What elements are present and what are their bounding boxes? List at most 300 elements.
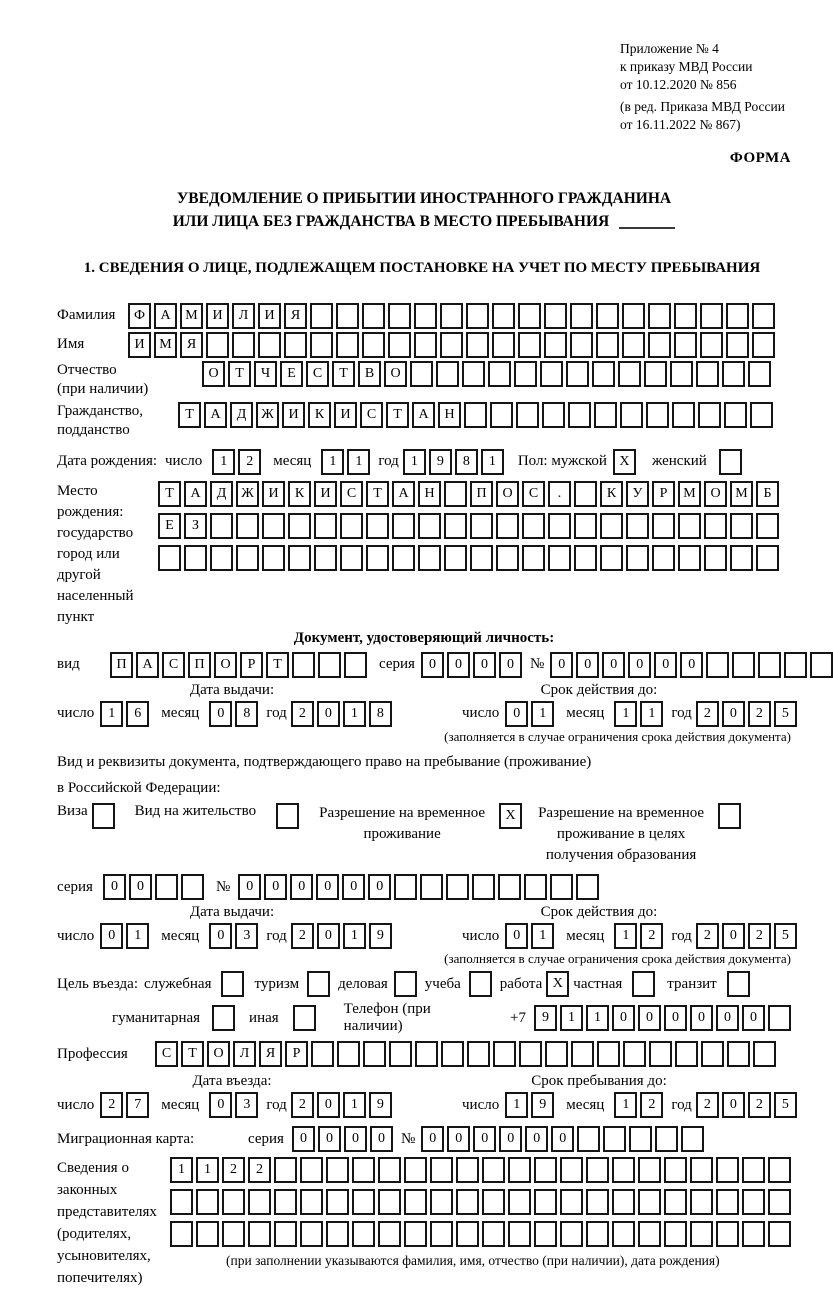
char-cell[interactable]: Е xyxy=(158,513,181,539)
char-cell[interactable] xyxy=(632,971,655,997)
char-cell[interactable] xyxy=(594,402,617,428)
char-cell[interactable] xyxy=(592,361,615,387)
char-cell[interactable] xyxy=(748,361,771,387)
char-cell[interactable]: А xyxy=(136,652,159,678)
char-cell[interactable] xyxy=(690,1221,713,1247)
char-cell[interactable]: X xyxy=(613,449,636,475)
char-cell[interactable]: И xyxy=(206,303,229,329)
char-cell[interactable]: 1 xyxy=(614,923,637,949)
char-cell[interactable] xyxy=(678,545,701,571)
char-cell[interactable]: . xyxy=(548,481,571,507)
char-cell[interactable] xyxy=(675,1041,698,1067)
char-cell[interactable] xyxy=(392,513,415,539)
char-cell[interactable] xyxy=(548,545,571,571)
char-cell[interactable]: И xyxy=(258,303,281,329)
char-cell[interactable] xyxy=(492,303,515,329)
doc-series-cells[interactable] xyxy=(421,652,522,678)
char-cell[interactable] xyxy=(524,874,547,900)
char-cell[interactable] xyxy=(388,332,411,358)
char-cell[interactable]: 0 xyxy=(421,652,444,678)
char-cell[interactable] xyxy=(462,361,485,387)
char-cell[interactable]: П xyxy=(470,481,493,507)
char-cell[interactable]: З xyxy=(184,513,207,539)
char-cell[interactable]: 1 xyxy=(343,923,366,949)
char-cell[interactable]: Я xyxy=(259,1041,282,1067)
char-cell[interactable]: С xyxy=(340,481,363,507)
char-cell[interactable] xyxy=(690,1189,713,1215)
char-cell[interactable] xyxy=(577,1126,600,1152)
char-cell[interactable] xyxy=(752,303,775,329)
char-cell[interactable] xyxy=(311,1041,334,1067)
char-cell[interactable] xyxy=(716,1157,739,1183)
char-cell[interactable] xyxy=(706,652,729,678)
char-cell[interactable] xyxy=(534,1189,557,1215)
char-cell[interactable]: Н xyxy=(438,402,461,428)
char-cell[interactable] xyxy=(629,1126,652,1152)
char-cell[interactable]: 0 xyxy=(344,1126,367,1152)
char-cell[interactable] xyxy=(414,332,437,358)
char-cell[interactable] xyxy=(612,1221,635,1247)
char-cell[interactable] xyxy=(466,332,489,358)
char-cell[interactable] xyxy=(648,303,671,329)
char-cell[interactable] xyxy=(648,332,671,358)
char-cell[interactable] xyxy=(336,303,359,329)
char-cell[interactable] xyxy=(307,971,330,997)
char-cell[interactable]: 0 xyxy=(421,1126,444,1152)
char-cell[interactable] xyxy=(612,1189,635,1215)
char-cell[interactable]: 9 xyxy=(369,1092,392,1118)
char-cell[interactable] xyxy=(724,402,747,428)
char-cell[interactable]: Д xyxy=(230,402,253,428)
char-cell[interactable]: 2 xyxy=(291,1092,314,1118)
char-cell[interactable] xyxy=(518,303,541,329)
char-cell[interactable] xyxy=(466,303,489,329)
char-cell[interactable]: 0 xyxy=(317,1092,340,1118)
char-cell[interactable] xyxy=(378,1221,401,1247)
char-cell[interactable] xyxy=(92,803,115,829)
char-cell[interactable] xyxy=(404,1221,427,1247)
char-cell[interactable] xyxy=(701,1041,724,1067)
char-cell[interactable]: 1 xyxy=(403,449,426,475)
char-cell[interactable] xyxy=(420,874,443,900)
stay-month-cells[interactable] xyxy=(614,1092,663,1118)
char-cell[interactable] xyxy=(730,513,753,539)
char-cell[interactable]: 1 xyxy=(531,923,554,949)
char-cell[interactable] xyxy=(181,874,204,900)
char-cell[interactable]: 2 xyxy=(748,1092,771,1118)
char-cell[interactable]: Д xyxy=(210,481,233,507)
char-cell[interactable] xyxy=(444,481,467,507)
char-cell[interactable] xyxy=(158,545,181,571)
char-cell[interactable]: 1 xyxy=(531,701,554,727)
char-cell[interactable] xyxy=(366,545,389,571)
char-cell[interactable] xyxy=(410,361,433,387)
char-cell[interactable] xyxy=(756,513,779,539)
char-cell[interactable]: 0 xyxy=(447,652,470,678)
char-cell[interactable]: 0 xyxy=(342,874,365,900)
char-cell[interactable] xyxy=(482,1157,505,1183)
char-cell[interactable]: 6 xyxy=(126,701,149,727)
char-cell[interactable] xyxy=(444,513,467,539)
issue-day-cells[interactable] xyxy=(100,923,149,949)
char-cell[interactable] xyxy=(378,1157,401,1183)
char-cell[interactable]: О xyxy=(496,481,519,507)
purpose-tourism-checkbox[interactable] xyxy=(307,971,330,997)
char-cell[interactable] xyxy=(482,1221,505,1247)
char-cell[interactable]: 5 xyxy=(774,923,797,949)
char-cell[interactable]: С xyxy=(360,402,383,428)
char-cell[interactable]: 1 xyxy=(505,1092,528,1118)
char-cell[interactable] xyxy=(545,1041,568,1067)
char-cell[interactable] xyxy=(612,1157,635,1183)
char-cell[interactable] xyxy=(742,1157,765,1183)
char-cell[interactable] xyxy=(170,1221,193,1247)
char-cell[interactable]: 2 xyxy=(100,1092,123,1118)
char-cell[interactable]: 0 xyxy=(638,1005,661,1031)
char-cell[interactable] xyxy=(210,545,233,571)
char-cell[interactable] xyxy=(469,971,492,997)
char-cell[interactable]: 2 xyxy=(248,1157,271,1183)
char-cell[interactable] xyxy=(344,652,367,678)
purpose-private-checkbox[interactable] xyxy=(632,971,655,997)
char-cell[interactable] xyxy=(456,1189,479,1215)
char-cell[interactable] xyxy=(730,545,753,571)
char-cell[interactable] xyxy=(652,545,675,571)
char-cell[interactable]: А xyxy=(184,481,207,507)
char-cell[interactable] xyxy=(310,332,333,358)
char-cell[interactable]: И xyxy=(334,402,357,428)
char-cell[interactable]: 0 xyxy=(722,701,745,727)
phone-cells[interactable] xyxy=(534,1005,791,1031)
char-cell[interactable] xyxy=(196,1221,219,1247)
char-cell[interactable]: X xyxy=(546,971,569,997)
char-cell[interactable] xyxy=(300,1157,323,1183)
char-cell[interactable] xyxy=(652,513,675,539)
char-cell[interactable]: 0 xyxy=(722,923,745,949)
char-cell[interactable] xyxy=(222,1189,245,1215)
char-cell[interactable] xyxy=(750,402,773,428)
stay-day-cells[interactable] xyxy=(505,1092,554,1118)
char-cell[interactable]: 1 xyxy=(614,1092,637,1118)
char-cell[interactable] xyxy=(258,332,281,358)
char-cell[interactable] xyxy=(698,402,721,428)
char-cell[interactable] xyxy=(404,1157,427,1183)
char-cell[interactable] xyxy=(508,1157,531,1183)
char-cell[interactable]: А xyxy=(412,402,435,428)
char-cell[interactable] xyxy=(719,449,742,475)
char-cell[interactable] xyxy=(548,513,571,539)
char-cell[interactable] xyxy=(318,652,341,678)
char-cell[interactable]: 2 xyxy=(222,1157,245,1183)
char-cell[interactable] xyxy=(568,402,591,428)
char-cell[interactable]: М xyxy=(180,303,203,329)
char-cell[interactable]: 0 xyxy=(317,923,340,949)
char-cell[interactable]: 1 xyxy=(343,1092,366,1118)
char-cell[interactable] xyxy=(300,1221,323,1247)
char-cell[interactable]: Я xyxy=(284,303,307,329)
char-cell[interactable] xyxy=(292,652,315,678)
char-cell[interactable] xyxy=(274,1157,297,1183)
char-cell[interactable]: 7 xyxy=(126,1092,149,1118)
issue-month-cells[interactable] xyxy=(209,701,258,727)
char-cell[interactable] xyxy=(496,513,519,539)
char-cell[interactable] xyxy=(440,303,463,329)
char-cell[interactable] xyxy=(441,1041,464,1067)
purpose-business-checkbox[interactable] xyxy=(221,971,244,997)
expiry-year-cells[interactable] xyxy=(696,923,797,949)
char-cell[interactable] xyxy=(456,1157,479,1183)
char-cell[interactable]: 0 xyxy=(602,652,625,678)
char-cell[interactable]: М xyxy=(154,332,177,358)
char-cell[interactable] xyxy=(314,513,337,539)
char-cell[interactable] xyxy=(430,1189,453,1215)
char-cell[interactable] xyxy=(810,652,833,678)
char-cell[interactable] xyxy=(784,652,807,678)
issue-day-cells[interactable] xyxy=(100,701,149,727)
char-cell[interactable] xyxy=(262,545,285,571)
char-cell[interactable] xyxy=(544,332,567,358)
char-cell[interactable]: 2 xyxy=(640,1092,663,1118)
char-cell[interactable] xyxy=(300,1189,323,1215)
char-cell[interactable]: Т xyxy=(178,402,201,428)
char-cell[interactable] xyxy=(674,303,697,329)
char-cell[interactable]: Т xyxy=(266,652,289,678)
surname-cells[interactable] xyxy=(128,303,775,329)
char-cell[interactable]: 1 xyxy=(560,1005,583,1031)
residence-number-cells[interactable] xyxy=(238,874,599,900)
char-cell[interactable] xyxy=(488,361,511,387)
stay-year-cells[interactable] xyxy=(696,1092,797,1118)
char-cell[interactable]: О xyxy=(384,361,407,387)
char-cell[interactable] xyxy=(232,332,255,358)
char-cell[interactable]: 0 xyxy=(473,652,496,678)
char-cell[interactable] xyxy=(326,1221,349,1247)
char-cell[interactable] xyxy=(493,1041,516,1067)
char-cell[interactable] xyxy=(456,1221,479,1247)
expiry-day-cells[interactable] xyxy=(505,701,554,727)
char-cell[interactable]: Т xyxy=(332,361,355,387)
char-cell[interactable] xyxy=(586,1221,609,1247)
char-cell[interactable] xyxy=(678,513,701,539)
char-cell[interactable] xyxy=(644,361,667,387)
char-cell[interactable] xyxy=(430,1221,453,1247)
char-cell[interactable]: 2 xyxy=(696,1092,719,1118)
char-cell[interactable] xyxy=(498,874,521,900)
char-cell[interactable] xyxy=(336,332,359,358)
char-cell[interactable]: С xyxy=(522,481,545,507)
birthplace-row2-cells[interactable] xyxy=(158,513,779,539)
char-cell[interactable]: 0 xyxy=(576,652,599,678)
char-cell[interactable] xyxy=(597,1041,620,1067)
char-cell[interactable] xyxy=(430,1157,453,1183)
char-cell[interactable] xyxy=(727,971,750,997)
legal-reps-row3-cells[interactable] xyxy=(170,1221,791,1247)
male-checkbox[interactable] xyxy=(613,449,636,475)
char-cell[interactable]: М xyxy=(730,481,753,507)
char-cell[interactable]: 0 xyxy=(368,874,391,900)
char-cell[interactable] xyxy=(700,303,723,329)
char-cell[interactable]: 0 xyxy=(499,652,522,678)
char-cell[interactable]: Р xyxy=(240,652,263,678)
residence-permit-checkbox[interactable] xyxy=(276,803,299,829)
char-cell[interactable] xyxy=(314,545,337,571)
char-cell[interactable]: 5 xyxy=(774,701,797,727)
char-cell[interactable]: К xyxy=(288,481,311,507)
char-cell[interactable] xyxy=(363,1041,386,1067)
expiry-month-cells[interactable] xyxy=(614,923,663,949)
char-cell[interactable]: 0 xyxy=(264,874,287,900)
char-cell[interactable] xyxy=(534,1221,557,1247)
char-cell[interactable]: 1 xyxy=(170,1157,193,1183)
char-cell[interactable] xyxy=(210,513,233,539)
char-cell[interactable] xyxy=(436,361,459,387)
char-cell[interactable] xyxy=(446,874,469,900)
char-cell[interactable]: О xyxy=(202,361,225,387)
char-cell[interactable] xyxy=(672,402,695,428)
char-cell[interactable] xyxy=(600,545,623,571)
char-cell[interactable]: 0 xyxy=(722,1092,745,1118)
entry-day-cells[interactable] xyxy=(100,1092,149,1118)
char-cell[interactable]: 0 xyxy=(654,652,677,678)
char-cell[interactable] xyxy=(337,1041,360,1067)
char-cell[interactable] xyxy=(366,513,389,539)
char-cell[interactable]: 0 xyxy=(525,1126,548,1152)
char-cell[interactable]: Ж xyxy=(256,402,279,428)
char-cell[interactable] xyxy=(550,874,573,900)
char-cell[interactable] xyxy=(262,513,285,539)
char-cell[interactable]: 0 xyxy=(690,1005,713,1031)
expiry-month-cells[interactable] xyxy=(614,701,663,727)
migration-series-cells[interactable] xyxy=(292,1126,393,1152)
doc-type-cells[interactable] xyxy=(110,652,367,678)
birthplace-row3-cells[interactable] xyxy=(158,545,779,571)
purpose-transit-checkbox[interactable] xyxy=(727,971,750,997)
legal-reps-row2-cells[interactable] xyxy=(170,1189,791,1215)
char-cell[interactable] xyxy=(623,1041,646,1067)
char-cell[interactable]: 8 xyxy=(455,449,478,475)
char-cell[interactable]: Б xyxy=(756,481,779,507)
char-cell[interactable]: П xyxy=(110,652,133,678)
char-cell[interactable] xyxy=(352,1157,375,1183)
char-cell[interactable] xyxy=(540,361,563,387)
char-cell[interactable]: 0 xyxy=(550,652,573,678)
char-cell[interactable]: 8 xyxy=(235,701,258,727)
char-cell[interactable]: 2 xyxy=(748,701,771,727)
char-cell[interactable]: X xyxy=(499,803,522,829)
char-cell[interactable]: Т xyxy=(181,1041,204,1067)
char-cell[interactable] xyxy=(690,1157,713,1183)
char-cell[interactable]: И xyxy=(282,402,305,428)
char-cell[interactable] xyxy=(522,513,545,539)
char-cell[interactable]: О xyxy=(704,481,727,507)
char-cell[interactable] xyxy=(415,1041,438,1067)
char-cell[interactable]: 0 xyxy=(628,652,651,678)
char-cell[interactable] xyxy=(742,1189,765,1215)
char-cell[interactable] xyxy=(571,1041,594,1067)
char-cell[interactable] xyxy=(248,1189,271,1215)
char-cell[interactable] xyxy=(622,332,645,358)
edu-permit-checkbox[interactable] xyxy=(718,803,741,829)
visa-checkbox[interactable] xyxy=(92,803,115,829)
char-cell[interactable] xyxy=(392,545,415,571)
purpose-commercial-checkbox[interactable] xyxy=(394,971,417,997)
char-cell[interactable]: 1 xyxy=(100,701,123,727)
char-cell[interactable] xyxy=(544,303,567,329)
char-cell[interactable] xyxy=(389,1041,412,1067)
char-cell[interactable] xyxy=(212,1005,235,1031)
char-cell[interactable]: П xyxy=(188,652,211,678)
char-cell[interactable]: Р xyxy=(285,1041,308,1067)
char-cell[interactable] xyxy=(276,803,299,829)
char-cell[interactable]: С xyxy=(162,652,185,678)
char-cell[interactable]: 0 xyxy=(742,1005,765,1031)
firstname-cells[interactable] xyxy=(128,332,775,358)
char-cell[interactable] xyxy=(570,303,593,329)
char-cell[interactable]: А xyxy=(392,481,415,507)
char-cell[interactable] xyxy=(518,332,541,358)
char-cell[interactable] xyxy=(467,1041,490,1067)
purpose-humanitarian-checkbox[interactable] xyxy=(212,1005,235,1031)
char-cell[interactable]: 8 xyxy=(369,701,392,727)
char-cell[interactable] xyxy=(519,1041,542,1067)
char-cell[interactable] xyxy=(472,874,495,900)
char-cell[interactable]: 9 xyxy=(534,1005,557,1031)
char-cell[interactable] xyxy=(206,332,229,358)
expiry-year-cells[interactable] xyxy=(696,701,797,727)
char-cell[interactable]: Ч xyxy=(254,361,277,387)
char-cell[interactable]: 2 xyxy=(291,701,314,727)
migration-number-cells[interactable] xyxy=(421,1126,704,1152)
char-cell[interactable]: Т xyxy=(366,481,389,507)
char-cell[interactable] xyxy=(570,332,593,358)
char-cell[interactable] xyxy=(293,1005,316,1031)
char-cell[interactable] xyxy=(700,332,723,358)
char-cell[interactable] xyxy=(470,513,493,539)
char-cell[interactable] xyxy=(664,1221,687,1247)
issue-month-cells[interactable] xyxy=(209,923,258,949)
char-cell[interactable]: 0 xyxy=(317,701,340,727)
char-cell[interactable] xyxy=(768,1189,791,1215)
char-cell[interactable] xyxy=(394,971,417,997)
char-cell[interactable] xyxy=(638,1221,661,1247)
char-cell[interactable] xyxy=(696,361,719,387)
char-cell[interactable]: 1 xyxy=(347,449,370,475)
char-cell[interactable]: 2 xyxy=(238,449,261,475)
char-cell[interactable] xyxy=(655,1126,678,1152)
char-cell[interactable] xyxy=(726,332,749,358)
char-cell[interactable] xyxy=(596,332,619,358)
char-cell[interactable]: 1 xyxy=(321,449,344,475)
char-cell[interactable] xyxy=(340,545,363,571)
char-cell[interactable]: О xyxy=(214,652,237,678)
char-cell[interactable] xyxy=(492,332,515,358)
char-cell[interactable] xyxy=(394,874,417,900)
char-cell[interactable] xyxy=(758,652,781,678)
char-cell[interactable] xyxy=(470,545,493,571)
char-cell[interactable] xyxy=(418,513,441,539)
char-cell[interactable] xyxy=(574,513,597,539)
legal-reps-row1-cells[interactable] xyxy=(170,1157,791,1183)
patronymic-cells[interactable] xyxy=(202,361,771,387)
char-cell[interactable] xyxy=(542,402,565,428)
char-cell[interactable]: М xyxy=(678,481,701,507)
char-cell[interactable] xyxy=(722,361,745,387)
birth-day-cells[interactable] xyxy=(212,449,261,475)
char-cell[interactable]: Л xyxy=(232,303,255,329)
char-cell[interactable] xyxy=(274,1189,297,1215)
char-cell[interactable]: 0 xyxy=(505,923,528,949)
char-cell[interactable] xyxy=(718,803,741,829)
